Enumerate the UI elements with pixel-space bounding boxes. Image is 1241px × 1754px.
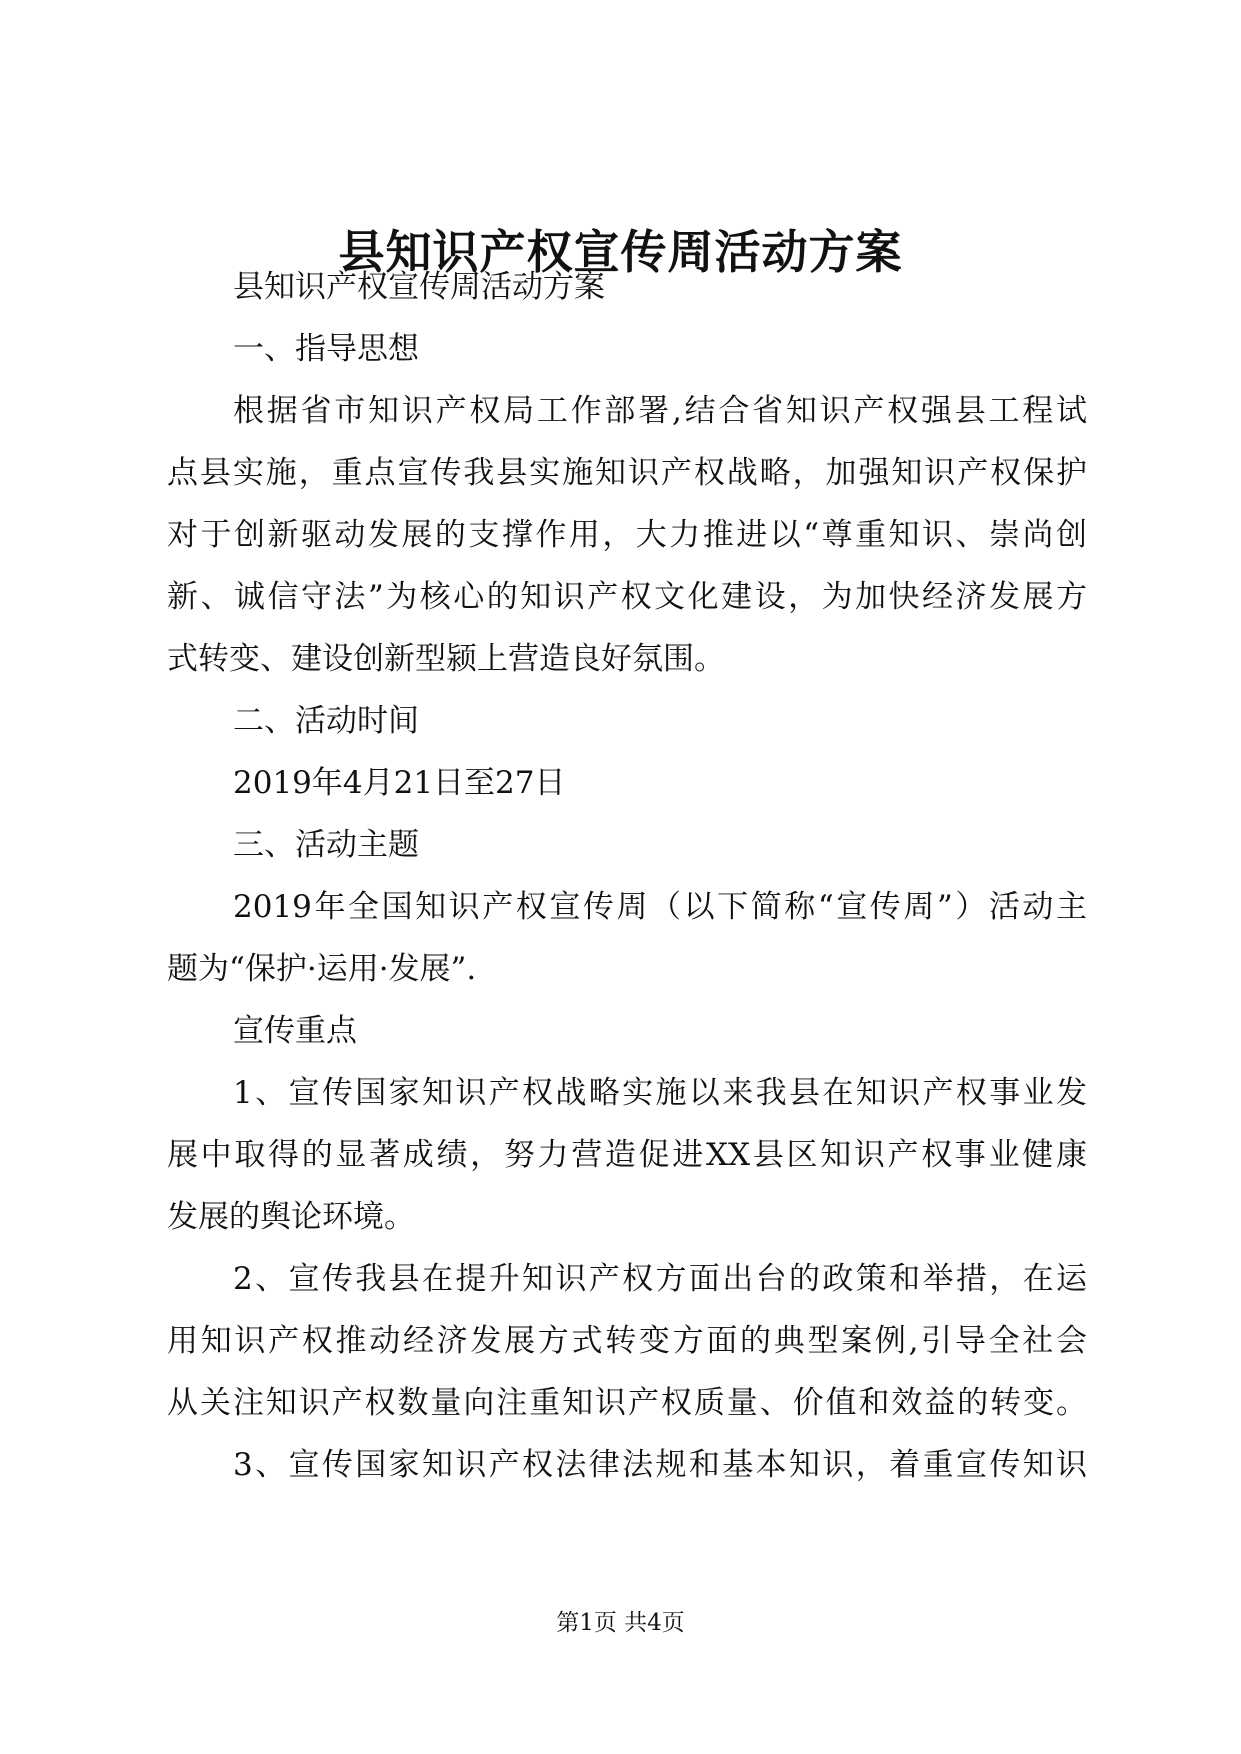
section-heading-activity-time: 二、活动时间 [233,703,419,739]
paragraph-line: 点县实施，重点宣传我县实施知识产权战略，加强知识产权保护 [167,455,1087,491]
paragraph-line: 根据省市知识产权局工作部署,结合省知识产权强县工程试 [233,393,1087,429]
activity-date: 2019年4月21日至27日 [233,765,566,801]
list-item-line: 用知识产权推动经济发展方式转变方面的典型案例,引导全社会 [167,1323,1087,1359]
paragraph-line: 对于创新驱动发展的支撑作用，大力推进以“尊重知识、崇尚创 [167,517,1087,553]
section-heading-activity-theme: 三、活动主题 [233,827,419,863]
page-indicator: 第1页 共4页 [556,1610,685,1636]
paragraph-line: 式转变、建设创新型颍上营造良好氛围。 [167,641,725,677]
subtitle: 县知识产权宣传周活动方案 [233,269,605,305]
list-item-line: 展中取得的显著成绩，努力营造促进XX县区知识产权事业健康 [167,1137,1087,1173]
list-item-line: 1、宣传国家知识产权战略实施以来我县在知识产权事业发 [233,1075,1087,1111]
paragraph-line: 2019年全国知识产权宣传周（以下简称“宣传周”）活动主 [233,889,1087,925]
document-body [167,256,1087,1496]
list-item-line: 3、宣传国家知识产权法律法规和基本知识，着重宣传知识 [233,1447,1087,1483]
section-heading-guiding-thought: 一、指导思想 [233,331,419,367]
document-title: 县知识产权宣传周活动方案 [338,225,903,279]
paragraph-line: 新、诚信守法”为核心的知识产权文化建设，为加快经济发展方 [167,579,1087,615]
list-item-line: 2、宣传我县在提升知识产权方面出台的政策和举措，在运 [233,1261,1087,1297]
list-item-line: 发展的舆论环境。 [167,1199,415,1235]
list-item-line: 从关注知识产权数量向注重知识产权质量、价值和效益的转变。 [167,1385,1087,1421]
section-heading-publicity-focus: 宣传重点 [233,1013,357,1049]
paragraph-line: 题为“保护·运用·发展”. [167,951,477,987]
